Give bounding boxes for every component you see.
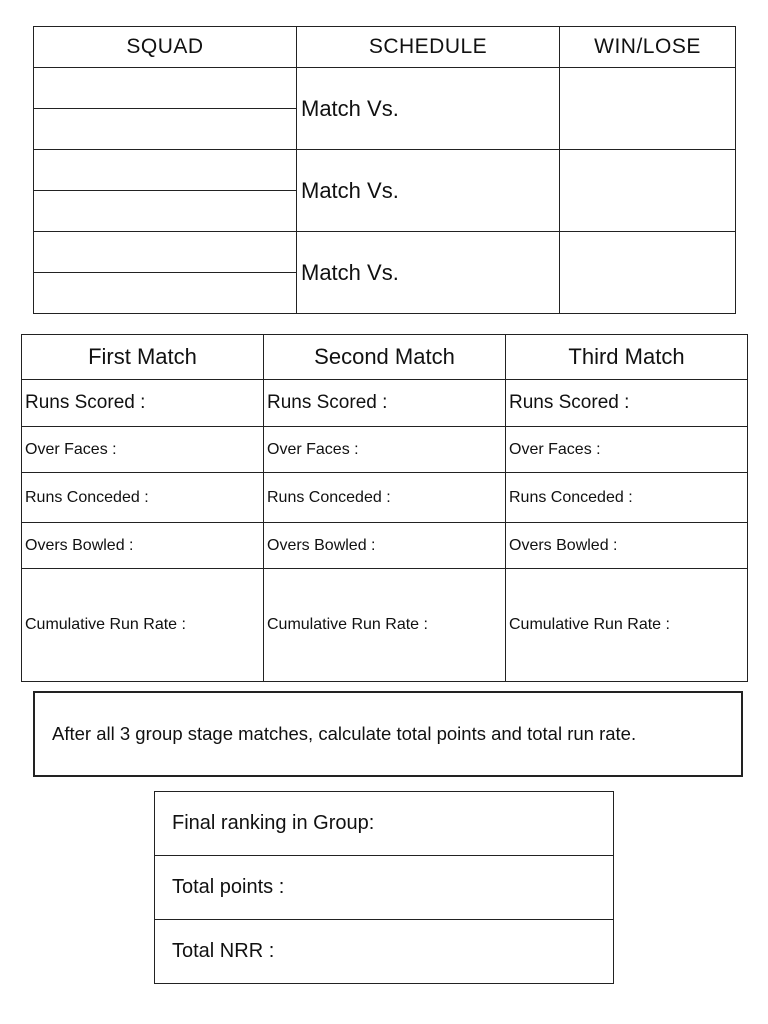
squad-schedule-table	[33, 26, 736, 314]
match-stats-table	[21, 334, 748, 682]
summary-row	[155, 792, 614, 856]
schedule-header: SCHEDULE	[297, 27, 560, 68]
first-match-header: First Match	[22, 335, 264, 380]
first-match-cumulative-run-rate[interactable]: Cumulative Run Rate :	[22, 569, 264, 682]
first-match-over-faces[interactable]: Over Faces :	[22, 427, 264, 473]
squad-table-row	[34, 68, 736, 109]
match-3-schedule[interactable]: Match Vs.	[297, 232, 560, 314]
squad-header: SQUAD	[34, 27, 297, 68]
win-lose-header: WIN/LOSE	[560, 27, 736, 68]
squad-player-field[interactable]	[34, 273, 297, 314]
second-match-runs-scored[interactable]: Runs Scored :	[264, 380, 506, 427]
match-2-schedule[interactable]: Match Vs.	[297, 150, 560, 232]
third-match-runs-conceded[interactable]: Runs Conceded :	[506, 473, 748, 523]
squad-table-row	[34, 150, 736, 191]
overs-bowled-row	[22, 523, 748, 569]
squad-player-field[interactable]	[34, 109, 297, 150]
third-match-overs-bowled[interactable]: Overs Bowled :	[506, 523, 748, 569]
final-ranking-field[interactable]: Final ranking in Group:	[155, 792, 614, 856]
runs-conceded-row	[22, 473, 748, 523]
third-match-runs-scored[interactable]: Runs Scored :	[506, 380, 748, 427]
first-match-overs-bowled[interactable]: Overs Bowled :	[22, 523, 264, 569]
first-match-runs-conceded[interactable]: Runs Conceded :	[22, 473, 264, 523]
third-match-cumulative-run-rate[interactable]: Cumulative Run Rate :	[506, 569, 748, 682]
total-nrr-field[interactable]: Total NRR :	[155, 920, 614, 984]
squad-player-field[interactable]	[34, 232, 297, 273]
summary-row	[155, 856, 614, 920]
second-match-header: Second Match	[264, 335, 506, 380]
third-match-over-faces[interactable]: Over Faces :	[506, 427, 748, 473]
squad-player-field[interactable]	[34, 68, 297, 109]
summary-row	[155, 920, 614, 984]
match-1-schedule[interactable]: Match Vs.	[297, 68, 560, 150]
summary-table	[154, 791, 614, 984]
runs-scored-row	[22, 380, 748, 427]
third-match-header: Third Match	[506, 335, 748, 380]
match-2-result-field[interactable]	[560, 150, 736, 232]
cumulative-run-rate-row	[22, 569, 748, 682]
squad-table-header-row	[34, 27, 736, 68]
second-match-over-faces[interactable]: Over Faces :	[264, 427, 506, 473]
stats-header-row	[22, 335, 748, 380]
instruction-note: After all 3 group stage matches, calculate total points and total run rate.	[33, 691, 743, 777]
second-match-cumulative-run-rate[interactable]: Cumulative Run Rate :	[264, 569, 506, 682]
first-match-runs-scored[interactable]: Runs Scored :	[22, 380, 264, 427]
squad-table-row	[34, 232, 736, 273]
total-points-field[interactable]: Total points :	[155, 856, 614, 920]
match-3-result-field[interactable]	[560, 232, 736, 314]
match-1-result-field[interactable]	[560, 68, 736, 150]
squad-player-field[interactable]	[34, 191, 297, 232]
second-match-runs-conceded[interactable]: Runs Conceded :	[264, 473, 506, 523]
squad-player-field[interactable]	[34, 150, 297, 191]
second-match-overs-bowled[interactable]: Overs Bowled :	[264, 523, 506, 569]
over-faces-row	[22, 427, 748, 473]
